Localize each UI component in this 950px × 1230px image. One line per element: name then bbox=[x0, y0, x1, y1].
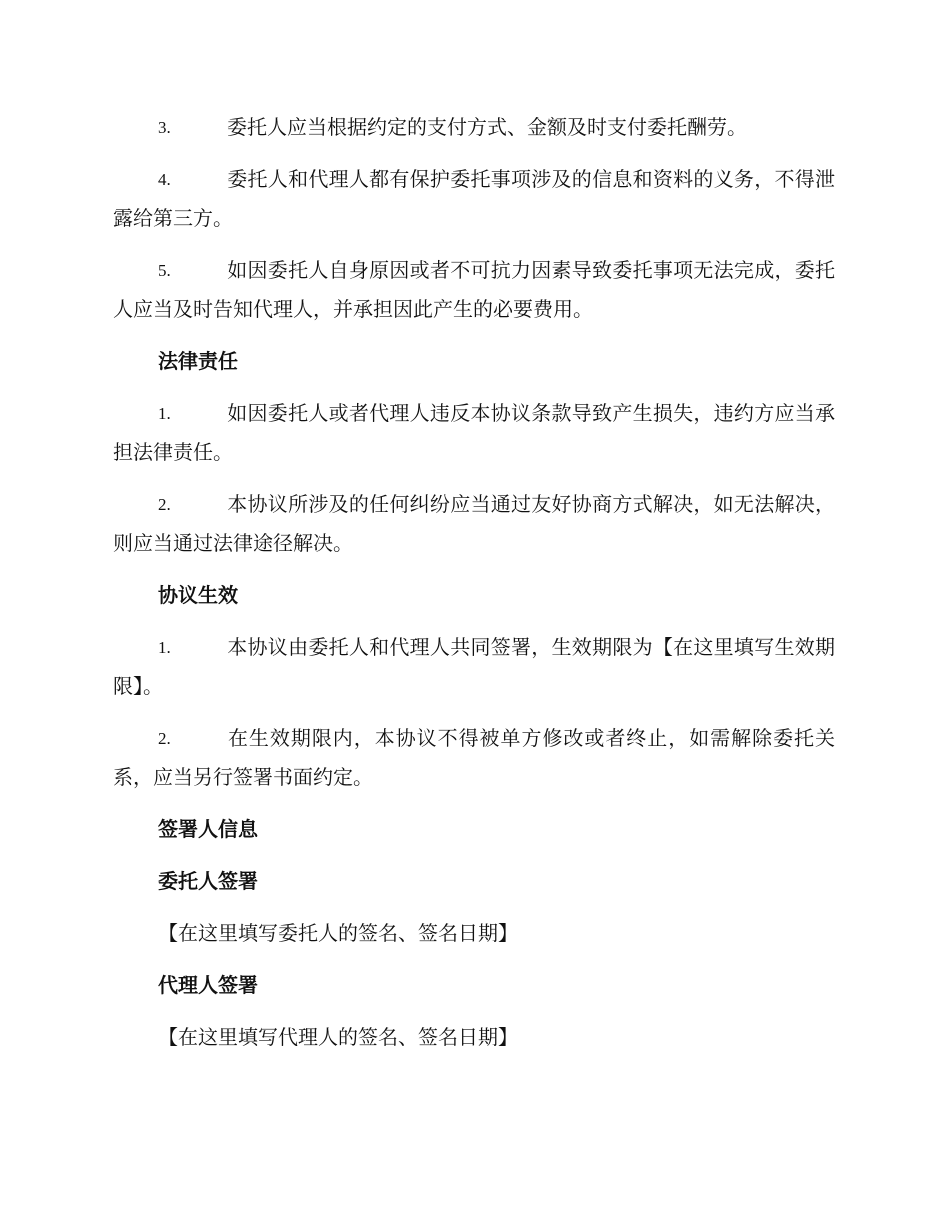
item-text: 本协议由委托人和代理人共同签署，生效期限为【在这里填写生效期限】。 bbox=[113, 635, 835, 698]
obligation-item-3 bbox=[113, 108, 835, 147]
section-heading-signatories: 签署人信息 bbox=[158, 817, 258, 841]
item-text: 委托人应当根据约定的支付方式、金额及时支付委托酬劳。 bbox=[227, 115, 747, 139]
item-text: 本协议所涉及的任何纠纷应当通过友好协商方式解决，如无法解决，则应当通过法律途径解决。 bbox=[113, 492, 835, 555]
principal-signature-placeholder: 【在这里填写委托人的签名、签名日期】 bbox=[158, 921, 518, 945]
document-body bbox=[113, 108, 835, 1070]
item-number: 2. bbox=[158, 729, 171, 748]
liability-item-1 bbox=[113, 394, 835, 472]
item-number: 4. bbox=[158, 170, 171, 189]
item-number: 3. bbox=[158, 118, 171, 137]
item-text: 如因委托人或者代理人违反本协议条款导致产生损失，违约方应当承担法律责任。 bbox=[113, 401, 835, 464]
item-text: 在生效期限内，本协议不得被单方修改或者终止，如需解除委托关系，应当另行签署书面约定。 bbox=[113, 726, 835, 789]
section-heading-effect: 协议生效 bbox=[158, 583, 238, 607]
principal-signature-heading: 委托人签署 bbox=[158, 869, 258, 893]
item-number: 1. bbox=[158, 638, 171, 657]
item-number: 5. bbox=[158, 261, 171, 280]
item-text: 如因委托人自身原因或者不可抗力因素导致委托事项无法完成，委托人应当及时告知代理人，并承担因此产生的必要费用。 bbox=[113, 258, 835, 321]
obligation-item-5 bbox=[113, 251, 835, 329]
section-heading-liability: 法律责任 bbox=[158, 349, 238, 373]
item-text: 委托人和代理人都有保护委托事项涉及的信息和资料的义务，不得泄露给第三方。 bbox=[113, 167, 835, 230]
item-number: 2. bbox=[158, 495, 171, 514]
item-number: 1. bbox=[158, 404, 171, 423]
obligation-item-4 bbox=[113, 160, 835, 238]
agent-signature-placeholder: 【在这里填写代理人的签名、签名日期】 bbox=[158, 1025, 518, 1049]
effect-item-2 bbox=[113, 719, 835, 797]
effect-item-1 bbox=[113, 628, 835, 706]
agent-signature-heading: 代理人签署 bbox=[158, 973, 258, 997]
liability-item-2 bbox=[113, 485, 835, 563]
